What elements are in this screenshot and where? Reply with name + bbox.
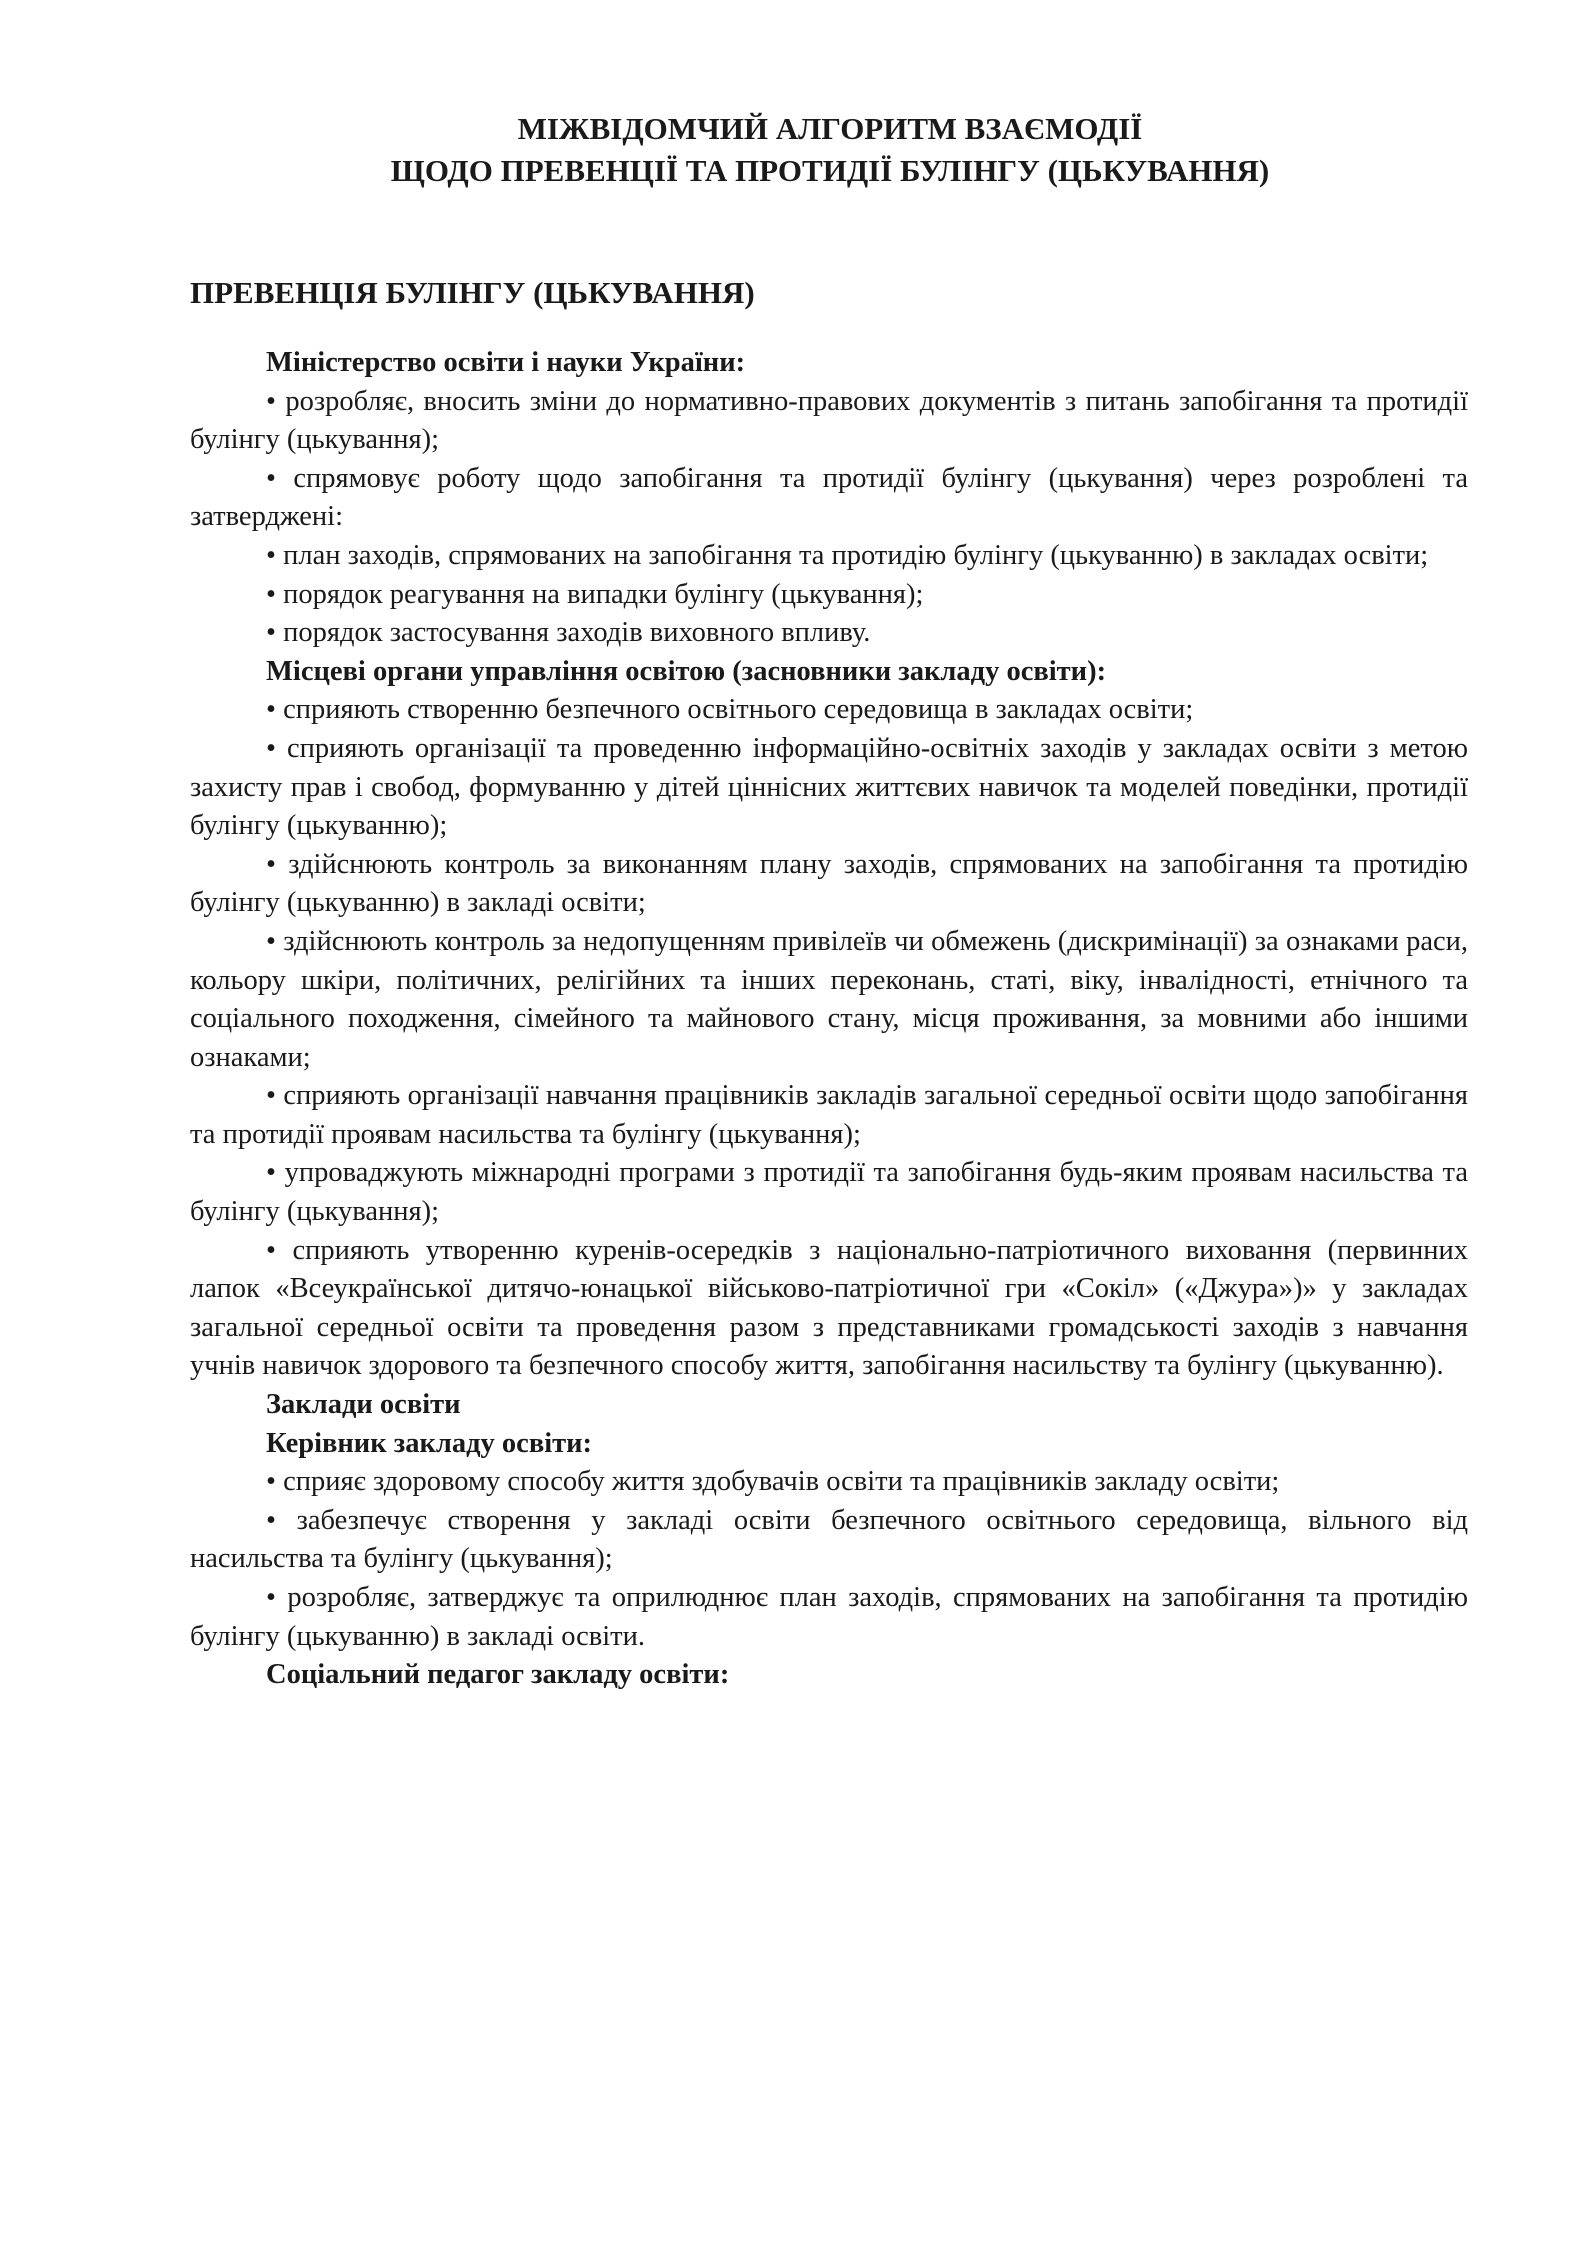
subheading-ministry: Міністерство освіти і науки України: <box>266 347 746 378</box>
title-line-2: ЩОДО ПРЕВЕНЦІЇ ТА ПРОТИДІЇ БУЛІНГУ (ЦЬКУВАННЯ) <box>390 153 1270 188</box>
list-item: • сприяють організації навчання працівників закладів загальної середньої освіти щодо запобігання та протидії проявам насильства та булінгу (цькування); <box>190 1077 1468 1154</box>
list-item: • порядок реагування на випадки булінгу (цькування); <box>190 576 1468 615</box>
document-body <box>190 344 1468 1695</box>
list-item: • розробляє, затверджує та оприлюднює план заходів, спрямованих на запобігання та протидію булінгу (цькуванню) в закладі освіти. <box>190 1579 1468 1656</box>
list-item: • сприяють створенню безпечного освітнього середовища в закладах освіти; <box>190 691 1468 730</box>
list-item: • забезпечує створення у закладі освіти безпечного освітнього середовища, вільного від насильства та булінгу (цькування); <box>190 1502 1468 1579</box>
list-item: • розробляє, вносить зміни до нормативно-правових документів з питань запобігання та протидії булінгу (цькування); <box>190 383 1468 460</box>
subheading-institution-head: Керівник закладу освіти: <box>266 1427 593 1459</box>
section-heading: ПРЕВЕНЦІЯ БУЛІНГУ (ЦЬКУВАННЯ) <box>190 275 755 310</box>
list-item: • спрямовує роботу щодо запобігання та протидії булінгу (цькування) через розроблені та затверджені: <box>190 460 1468 537</box>
list-item: • здійснюють контроль за виконанням плану заходів, спрямованих на запобігання та протидію булінгу (цькуванню) в закладі освіти; <box>190 846 1468 923</box>
title-line-1: МІЖВІДОМЧИЙ АЛГОРИТМ ВЗАЄМОДІЇ <box>517 111 1143 146</box>
subheading-local-authorities: Місцеві органи управління освітою (засновники закладу освіти): <box>266 655 1107 687</box>
list-item: • сприяють організації та проведенню інформаційно-освітніх заходів у закладах освіти з метою захисту прав і свобод, формуванню у дітей ціннісних життєвих навичок та моделей поведінки, протидії булінгу (цькуванню); <box>190 730 1468 846</box>
document-title <box>190 108 1470 192</box>
list-item: • порядок застосування заходів виховного впливу. <box>190 614 1468 653</box>
list-item: • план заходів, спрямованих на запобігання та протидію булінгу (цькуванню) в закладах освіти; <box>190 537 1468 576</box>
subheading-educational-institutions: Заклади освіти <box>266 1389 461 1421</box>
list-item: • здійснюють контроль за недопущенням привілеїв чи обмежень (дискримінації) за ознаками раси, кольору шкіри, політичних, релігійних та інших переконань, статі, віку, інвалідності, етнічного та соціального походження, сімейного та майнового стану, місця проживання, за мовними або іншими ознаками; <box>190 923 1468 1077</box>
subheading-social-pedagogue: Соціальний педагог закладу освіти: <box>266 1659 730 1691</box>
list-item: • упроваджують міжнародні програми з протидії та запобігання будь-яким проявам насильства та булінгу (цькування); <box>190 1154 1468 1231</box>
list-item: • сприяє здоровому способу життя здобувачів освіти та працівників закладу освіти; <box>190 1463 1468 1502</box>
list-item: • сприяють утворенню куренів-осередків з національно-патріотичного виховання (первинних лапок «Всеукраїнської дитячо-юнацької військово-патріотичної гри «Сокіл» («Джура»)» у закладах загальної середньої освіти та проведення разом з представниками громадськості заходів з навчання учнів навичок здорового та безпечного способу життя, запобігання насильству та булінгу (цькуванню). <box>190 1232 1468 1386</box>
